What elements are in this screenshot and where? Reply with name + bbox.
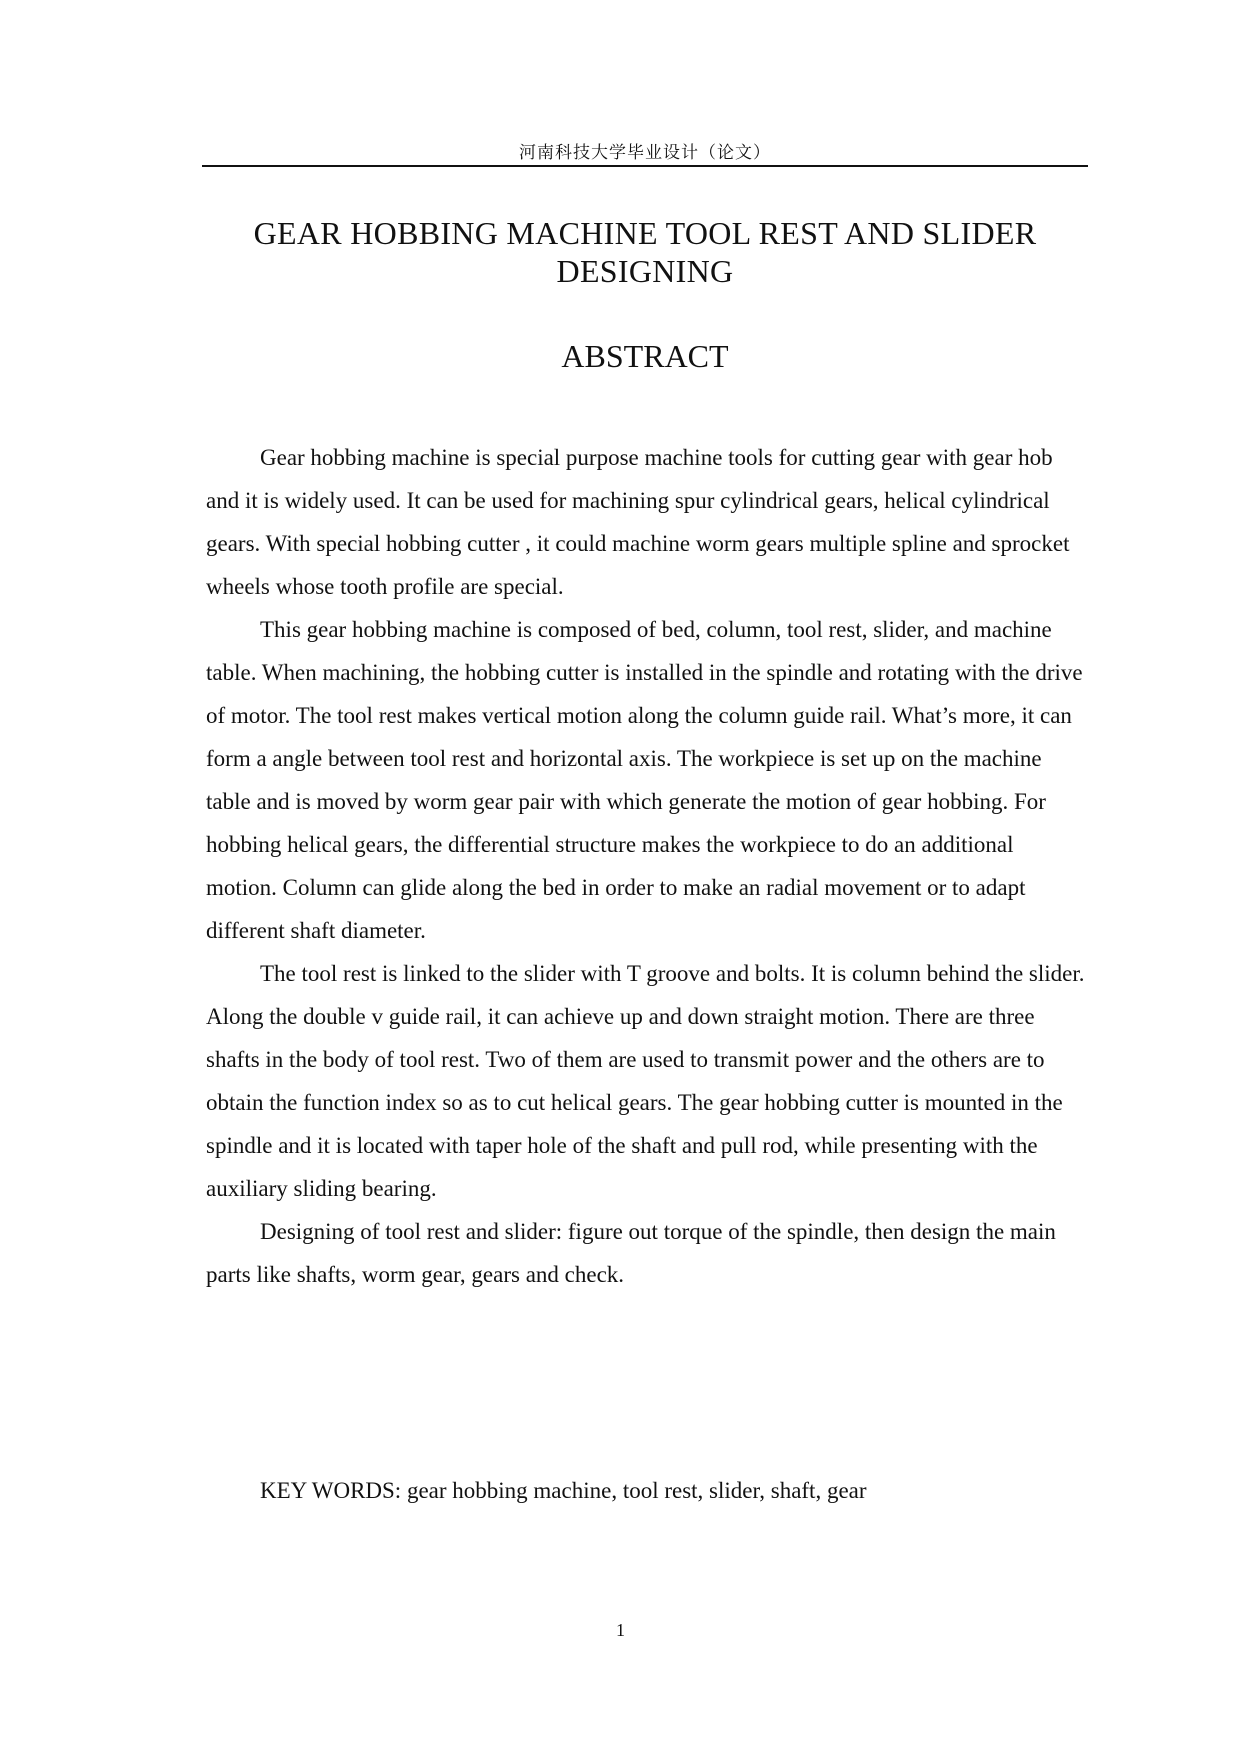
abstract-paragraph-2: This gear hobbing machine is composed of bed, column, tool rest, slider, and machine table. When machining, the hobbing cutter is installed in the spindle and rotating with the drive of motor. The tool rest makes vertical motion along the column guide rail. What’s more, it can form a angle between tool rest and horizontal axis. The workpiece is set up on the machine table and is moved by worm gear pair with which generate the motion of gear hobbing. For hobbing helical gears, the differential structure makes the workpiece to do an additional motion. Column can glide along the bed in order to make an radial movement or to adapt different shaft diameter.: [206, 617, 1083, 943]
abstract-paragraph-3: The tool rest is linked to the slider with T groove and bolts. It is column behind the slider. Along the double v guide rail, it can achieve up and down straight motion. There are three shafts in the body of tool rest. Two of them are used to transmit power and the others are to obtain the function index so as to cut helical gears. The gear hobbing cutter is mounted in the spindle and it is located with taper hole of the shaft and pull rod, while presenting with the auxiliary sliding bearing.: [206, 961, 1085, 1201]
paper-title: [202, 214, 1088, 290]
abstract-paragraph-4: Designing of tool rest and slider: figure out torque of the spindle, then design the main parts like shafts, worm gear, gears and check.: [206, 1219, 1056, 1287]
running-header: 河南科技大学毕业设计（论文）: [519, 143, 771, 163]
abstract-body: [206, 436, 1086, 1296]
keywords: KEY WORDS: gear hobbing machine, tool rest, slider, shaft, gear: [260, 1478, 867, 1503]
abstract-heading: ABSTRACT: [561, 338, 729, 374]
page-number: 1: [616, 1620, 625, 1640]
abstract-paragraph-1: Gear hobbing machine is special purpose machine tools for cutting gear with gear hob and it is widely used. It can be used for machining spur cylindrical gears, helical cylindrical gears. With special hobbing cutter , it could machine worm gears multiple spline and sprocket wheels whose tooth profile are special.: [206, 445, 1070, 599]
paper-title-line-1: GEAR HOBBING MACHINE TOOL REST AND SLIDER: [253, 215, 1037, 251]
header-rule: [202, 165, 1088, 167]
paper-title-line-2: DESIGNING: [556, 253, 734, 289]
